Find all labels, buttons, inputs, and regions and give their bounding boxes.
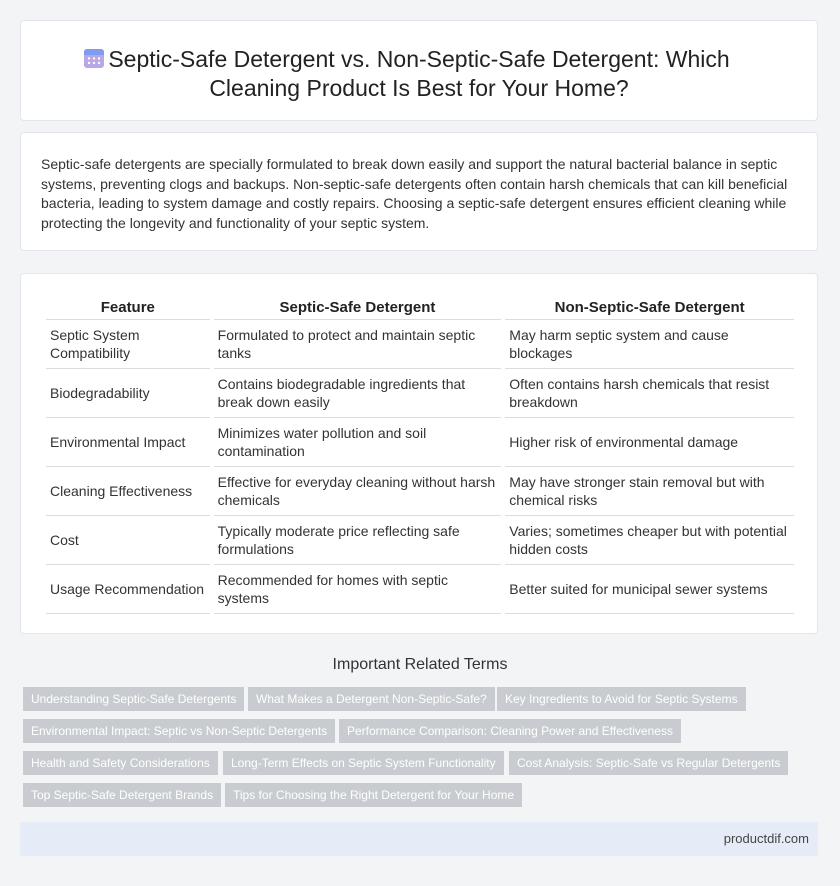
related-term-tag[interactable]: Understanding Septic-Safe Detergents	[23, 687, 244, 711]
comparison-card	[20, 273, 818, 634]
feature-cell: Septic System Compatibility	[46, 320, 210, 369]
septic-safe-cell: Minimizes water pollution and soil contamination	[214, 418, 502, 467]
related-term-tag[interactable]: Top Septic-Safe Detergent Brands	[23, 783, 221, 807]
table-row	[46, 418, 794, 467]
feature-cell: Usage Recommendation	[46, 565, 210, 614]
table-header-row	[46, 295, 794, 320]
related-term-tag[interactable]: What Makes a Detergent Non-Septic-Safe?	[248, 687, 495, 711]
feature-cell: Cost	[46, 516, 210, 565]
related-term-tag[interactable]: Performance Comparison: Cleaning Power and Effectiveness	[339, 719, 681, 743]
septic-safe-cell: Contains biodegradable ingredients that break down easily	[214, 369, 502, 418]
table-row	[46, 565, 794, 614]
page-title: Septic-Safe Detergent vs. Non-Septic-Safe Detergent: Which Cleaning Product Is Best for Your Home?	[108, 46, 730, 101]
related-term-tag[interactable]: Cost Analysis: Septic-Safe vs Regular Detergents	[509, 751, 788, 775]
septic-safe-cell: Recommended for homes with septic systems	[214, 565, 502, 614]
related-term-tag[interactable]: Environmental Impact: Septic vs Non-Septic Detergents	[23, 719, 335, 743]
related-term-tag[interactable]: Health and Safety Considerations	[23, 751, 218, 775]
related-term-tag[interactable]: Key Ingredients to Avoid for Septic Systems	[497, 687, 746, 711]
intro-paragraph: Septic-safe detergents are specially formulated to break down easily and support the natural bacterial balance in septic systems, preventing clogs and backups. Non-septic-safe detergents often contain harsh chemicals that can kill beneficial bacteria, leading to system damage and costly repairs. Choosing a septic-safe detergent ensures efficient cleaning while protecting the longevity and functionality of your septic system.	[41, 156, 788, 231]
footer	[20, 822, 818, 856]
non-septic-safe-cell: Varies; sometimes cheaper but with potential hidden costs	[505, 516, 794, 565]
related-terms-heading: Important Related Terms	[332, 656, 508, 673]
title-card	[20, 20, 818, 121]
column-header-non-septic-safe: Non-Septic-Safe Detergent	[505, 295, 794, 320]
comparison-table	[42, 295, 798, 614]
table-row	[46, 467, 794, 516]
table-row	[46, 516, 794, 565]
non-septic-safe-cell: Higher risk of environmental damage	[505, 418, 794, 467]
intro-card	[20, 132, 818, 251]
column-header-septic-safe: Septic-Safe Detergent	[214, 295, 502, 320]
table-row	[46, 320, 794, 369]
column-header-feature: Feature	[46, 295, 210, 320]
non-septic-safe-cell: May have stronger stain removal but with chemical risks	[505, 467, 794, 516]
feature-cell: Cleaning Effectiveness	[46, 467, 210, 516]
non-septic-safe-cell: Often contains harsh chemicals that resist breakdown	[505, 369, 794, 418]
table-row	[46, 369, 794, 418]
septic-safe-cell: Typically moderate price reflecting safe formulations	[214, 516, 502, 565]
feature-cell: Biodegradability	[46, 369, 210, 418]
non-septic-safe-cell: Better suited for municipal sewer systems	[505, 565, 794, 614]
feature-cell: Environmental Impact	[46, 418, 210, 467]
site-name[interactable]: productdif.com	[723, 831, 809, 846]
septic-safe-cell: Effective for everyday cleaning without harsh chemicals	[214, 467, 502, 516]
related-term-tag[interactable]: Tips for Choosing the Right Detergent for Your Home	[225, 783, 522, 807]
related-term-tag[interactable]: Long-Term Effects on Septic System Functionality	[223, 751, 504, 775]
non-septic-safe-cell: May harm septic system and cause blockages	[505, 320, 794, 369]
septic-safe-cell: Formulated to protect and maintain septic tanks	[214, 320, 502, 369]
